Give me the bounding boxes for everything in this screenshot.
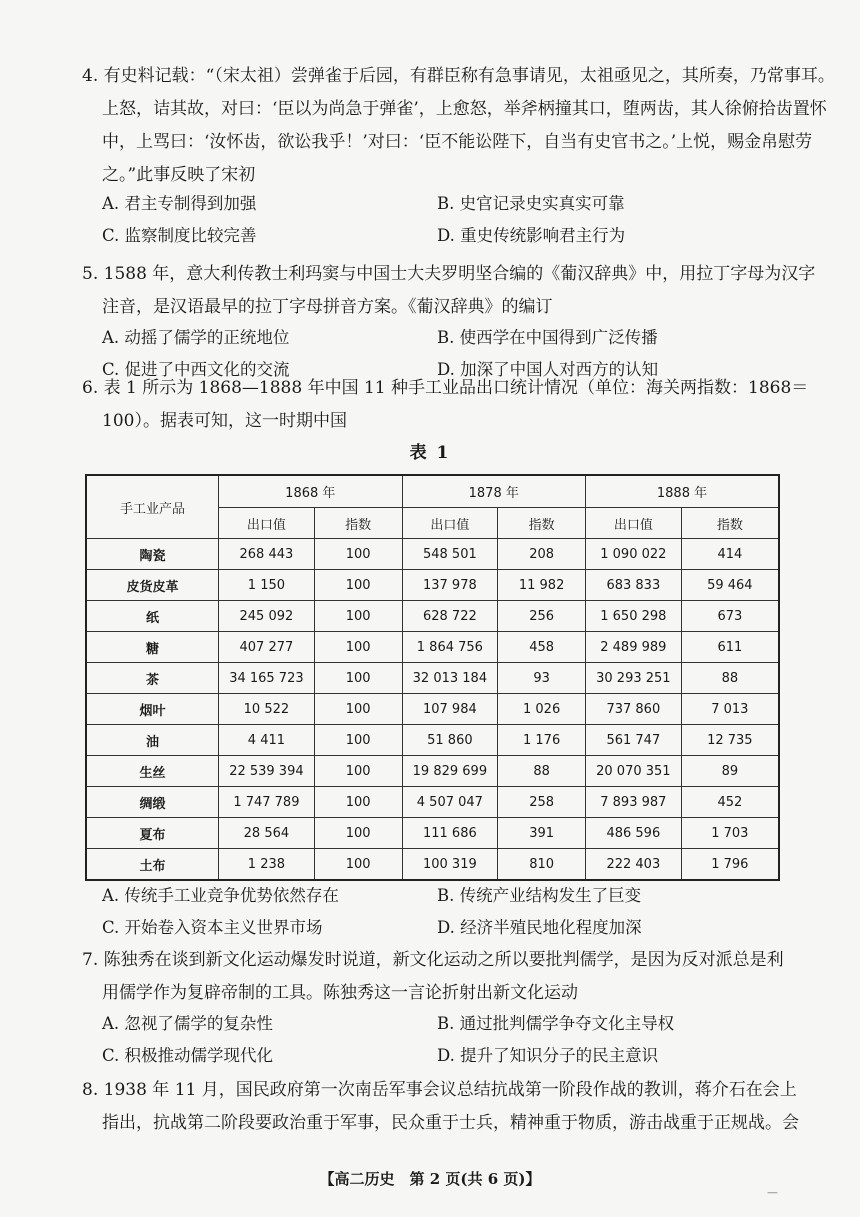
- table-cell: 11 982: [498, 570, 586, 601]
- table-row: [86, 787, 779, 818]
- table-cell: 256: [498, 601, 586, 632]
- table-cell: 628 722: [402, 601, 498, 632]
- sub-header: 指数: [681, 508, 779, 539]
- question-8: [82, 1074, 799, 1140]
- option-b[interactable]: B. 传统产业结构发生了巨变: [437, 886, 642, 905]
- table-cell: 2 489 989: [585, 632, 681, 663]
- table-cell: 100: [314, 632, 402, 663]
- product-name-cell: 绸缎: [86, 787, 219, 818]
- table-cell: 4 411: [219, 725, 315, 756]
- product-name-cell: 油: [86, 725, 219, 756]
- option-d[interactable]: D. 加深了中国人对西方的认知: [437, 360, 659, 379]
- table-cell: 34 165 723: [219, 663, 315, 694]
- product-name-cell: 烟叶: [86, 694, 219, 725]
- table-cell: 1 090 022: [585, 539, 681, 570]
- question-4-line: 之。”此事反映了宋初: [102, 165, 256, 185]
- table-cell: 10 522: [219, 694, 315, 725]
- table-cell: 548 501: [402, 539, 498, 570]
- table-cell: 93: [498, 663, 586, 694]
- option-c[interactable]: C. 积极推动儒学现代化: [102, 1046, 274, 1065]
- table-cell: 414: [681, 539, 779, 570]
- table-cell: 100: [314, 756, 402, 787]
- table-cell: 1 864 756: [402, 632, 498, 663]
- product-name-cell: 皮货皮革: [86, 570, 219, 601]
- table-cell: 407 277: [219, 632, 315, 663]
- table-cell: 1 176: [498, 725, 586, 756]
- option-a[interactable]: A. 动摇了儒学的正统地位: [102, 328, 290, 347]
- table-cell: 7 893 987: [585, 787, 681, 818]
- question-8-line: 指出，抗战第二阶段要政治重于军事，民众重于士兵，精神重于物质，游击战重于正规战。会: [102, 1113, 799, 1133]
- table-row: [86, 539, 779, 570]
- table-cell: 59 464: [681, 570, 779, 601]
- table-cell: 1 796: [681, 849, 779, 881]
- table-row: [86, 601, 779, 632]
- table-row: [86, 570, 779, 601]
- sub-header: 指数: [498, 508, 586, 539]
- question-4-line: 中，上骂曰：‘汝怀齿，欲讼我乎！’对曰：‘臣不能讼陛下，自当有史官书之。’上悦，赐金帛慰劳: [102, 132, 813, 152]
- option-b[interactable]: B. 通过批判儒学争夺文化主导权: [437, 1014, 675, 1033]
- table-body: [86, 539, 779, 881]
- table-cell: 1 650 298: [585, 601, 681, 632]
- year-header: 1878 年: [402, 475, 585, 508]
- table-cell: 100: [314, 849, 402, 881]
- table-cell: 12 735: [681, 725, 779, 756]
- table-cell: 561 747: [585, 725, 681, 756]
- table-cell: 1 026: [498, 694, 586, 725]
- year-header: 1888 年: [585, 475, 779, 508]
- sub-header: 出口值: [402, 508, 498, 539]
- table-cell: 1 150: [219, 570, 315, 601]
- question-5-line: 5. 1588 年，意大利传教士利玛窦与中国士大夫罗明坚合编的《葡汉辞典》中，用拉丁字母为汉字: [82, 264, 816, 284]
- question-6: [82, 372, 809, 438]
- table-cell: 32 013 184: [402, 663, 498, 694]
- product-name-cell: 茶: [86, 663, 219, 694]
- table-cell: 1 747 789: [219, 787, 315, 818]
- option-b[interactable]: B. 使西学在中国得到广泛传播: [437, 328, 658, 347]
- table-cell: 486 596: [585, 818, 681, 849]
- table-cell: 100: [314, 725, 402, 756]
- table-cell: 458: [498, 632, 586, 663]
- question-5-line: 注音，是汉语最早的拉丁字母拼音方案。《葡汉辞典》的编订: [102, 297, 553, 317]
- table-cell: 737 860: [585, 694, 681, 725]
- question-4: [82, 60, 835, 192]
- table-cell: 611: [681, 632, 779, 663]
- year-header: 1868 年: [219, 475, 402, 508]
- table-cell: 100: [314, 818, 402, 849]
- table-caption: 表 1: [409, 443, 451, 463]
- table-cell: 7 013: [681, 694, 779, 725]
- product-name-cell: 陶瓷: [86, 539, 219, 570]
- table-cell: 88: [498, 756, 586, 787]
- table-row: [86, 632, 779, 663]
- table-cell: 100 319: [402, 849, 498, 881]
- table-cell: 51 860: [402, 725, 498, 756]
- table-cell: 208: [498, 539, 586, 570]
- option-c[interactable]: C. 监察制度比较完善: [102, 226, 257, 245]
- option-c[interactable]: C. 开始卷入资本主义世界市场: [102, 918, 323, 937]
- table-cell: 391: [498, 818, 586, 849]
- question-7-options: [102, 1008, 782, 1072]
- table-row: [86, 756, 779, 787]
- table-cell: 137 978: [402, 570, 498, 601]
- option-d[interactable]: D. 重史传统影响君主行为: [437, 226, 626, 245]
- table-cell: 22 539 394: [219, 756, 315, 787]
- table-cell: 245 092: [219, 601, 315, 632]
- sub-header: 指数: [314, 508, 402, 539]
- table-cell: 111 686: [402, 818, 498, 849]
- question-4-options: [102, 188, 782, 252]
- question-7-line: 用儒学作为复辟帝制的工具。陈独秀这一言论折射出新文化运动: [102, 983, 578, 1003]
- product-name-cell: 土布: [86, 849, 219, 881]
- option-d[interactable]: D. 经济半殖民地化程度加深: [437, 918, 642, 937]
- table-cell: 89: [681, 756, 779, 787]
- question-6-line: 100）。据表可知，这一时期中国: [102, 411, 347, 431]
- product-header: 手工业产品: [86, 475, 219, 539]
- export-table: [85, 474, 780, 881]
- question-5: [82, 258, 816, 324]
- table-cell: 683 833: [585, 570, 681, 601]
- page-footer: 【高二历史 第 2 页(共 6 页)】: [319, 1170, 541, 1188]
- option-a[interactable]: A. 忽视了儒学的复杂性: [102, 1014, 273, 1033]
- question-7-line: 7. 陈独秀在谈到新文化运动爆发时说道，新文化运动之所以要批判儒学，是因为反对派总是利: [82, 950, 784, 970]
- table-row: [86, 818, 779, 849]
- table-cell: 810: [498, 849, 586, 881]
- table-cell: 100: [314, 663, 402, 694]
- table-cell: 100: [314, 601, 402, 632]
- product-name-cell: 纸: [86, 601, 219, 632]
- table-cell: 100: [314, 570, 402, 601]
- option-a[interactable]: A. 君主专制得到加强: [102, 194, 257, 213]
- sub-header: 出口值: [585, 508, 681, 539]
- question-6-options: [102, 880, 782, 944]
- table-cell: 4 507 047: [402, 787, 498, 818]
- table-cell: 1 703: [681, 818, 779, 849]
- table-cell: 100: [314, 539, 402, 570]
- table-cell: 673: [681, 601, 779, 632]
- table-cell: 30 293 251: [585, 663, 681, 694]
- option-d[interactable]: D. 提升了知识分子的民主意识: [437, 1046, 659, 1065]
- question-4-line: 4. 有史料记载：“（宋太祖）尝弹雀于后园，有群臣称有急事请见，太祖亟见之，其所奏，乃常事耳。: [82, 66, 835, 86]
- table-cell: 452: [681, 787, 779, 818]
- table-cell: 20 070 351: [585, 756, 681, 787]
- table-cell: 107 984: [402, 694, 498, 725]
- question-6-line: 6. 表 1 所示为 1868—1888 年中国 11 种手工业品出口统计情况（单位：海关两指数：1868＝: [82, 378, 809, 398]
- product-name-cell: 糖: [86, 632, 219, 663]
- table-cell: 268 443: [219, 539, 315, 570]
- table-cell: 100: [314, 787, 402, 818]
- table-cell: 100: [314, 694, 402, 725]
- question-4-line: 上怒，诘其故，对曰：‘臣以为尚急于弹雀’，上愈怒，举斧柄撞其口，堕两齿，其人徐俯拾齿置怀: [102, 99, 827, 119]
- product-name-cell: 夏布: [86, 818, 219, 849]
- option-c[interactable]: C. 促进了中西文化的交流: [102, 360, 290, 379]
- option-a[interactable]: A. 传统手工业竞争优势依然存在: [102, 886, 339, 905]
- question-7: [82, 944, 782, 1010]
- question-8-line: 8. 1938 年 11 月，国民政府第一次南岳军事会议总结抗战第一阶段作战的教训，蒋介石在会上: [82, 1080, 797, 1100]
- table-row: [86, 849, 779, 881]
- table-cell: 19 829 699: [402, 756, 498, 787]
- table-cell: 88: [681, 663, 779, 694]
- sub-header: 出口值: [219, 508, 315, 539]
- table-row: [86, 694, 779, 725]
- table-cell: 1 238: [219, 849, 315, 881]
- table-row: [86, 663, 779, 694]
- table-cell: 222 403: [585, 849, 681, 881]
- table-row: [86, 725, 779, 756]
- option-b[interactable]: B. 史官记录史实真实可靠: [437, 194, 625, 213]
- table-cell: 258: [498, 787, 586, 818]
- table-cell: 28 564: [219, 818, 315, 849]
- product-name-cell: 生丝: [86, 756, 219, 787]
- corner-mark: —: [767, 1186, 778, 1199]
